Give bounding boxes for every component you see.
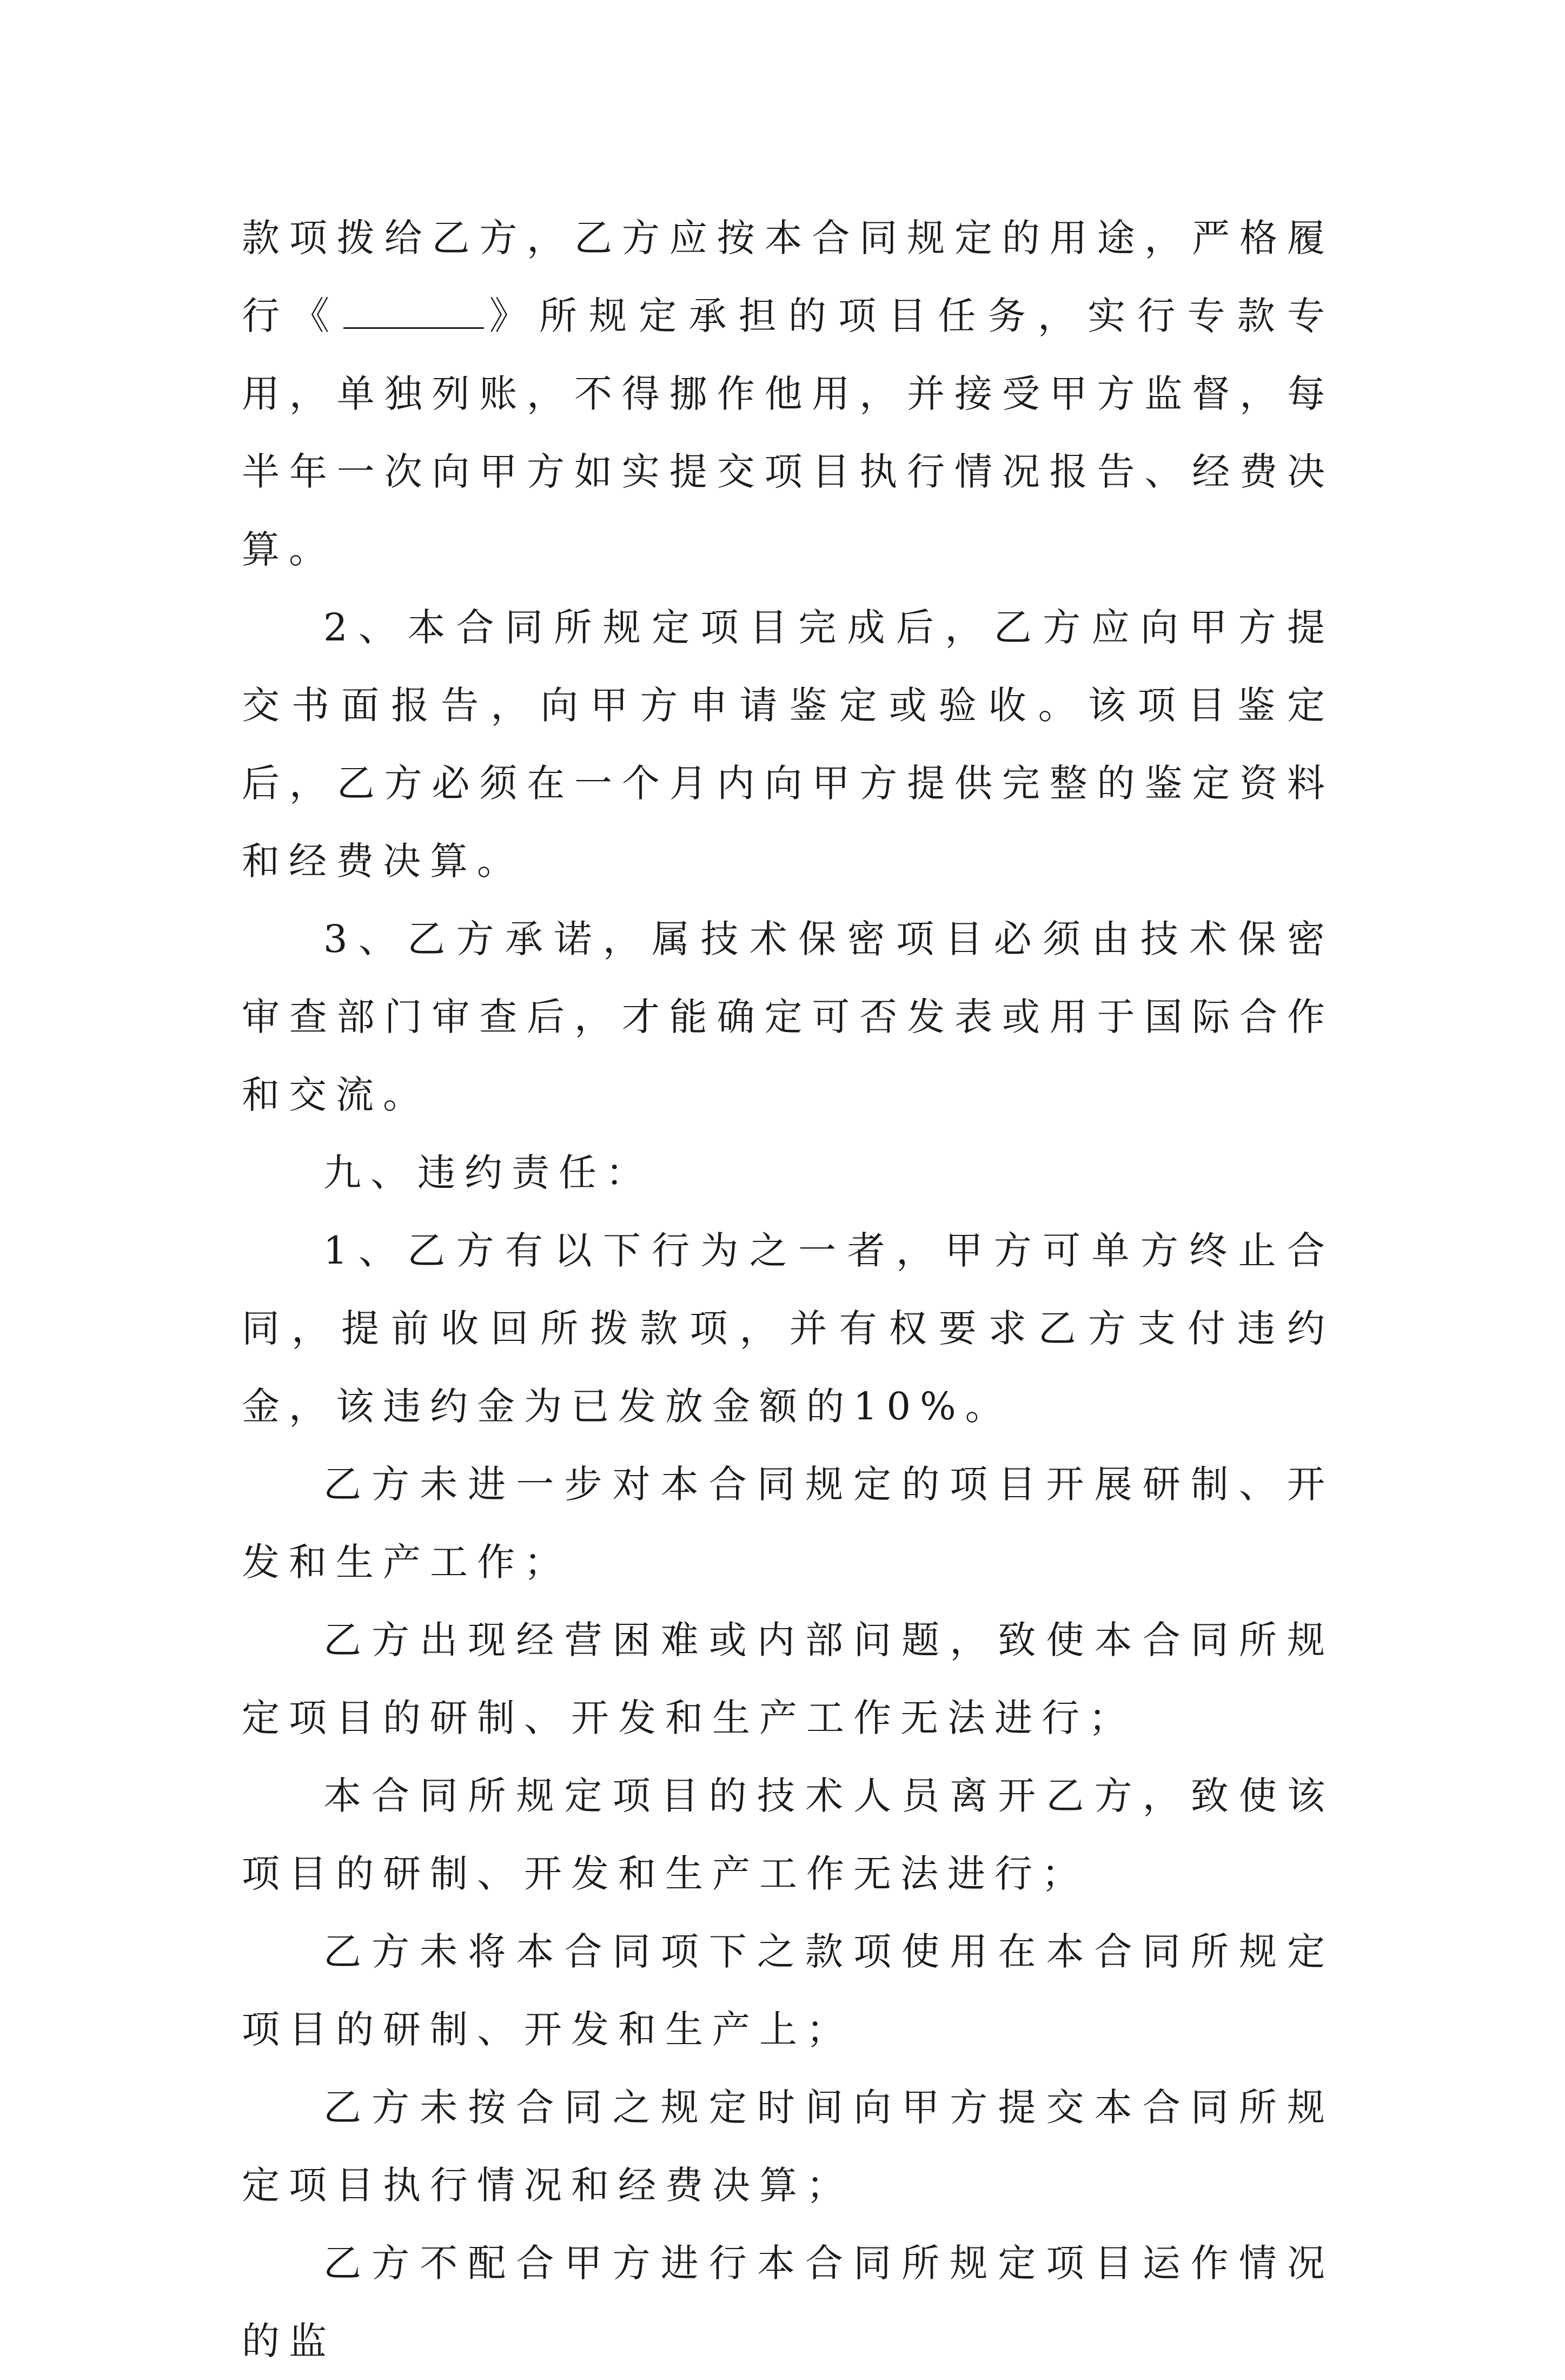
- section-heading-breach-liability: 九、违约责任：: [323, 1151, 653, 1195]
- paragraph-fund-usage: [242, 199, 1334, 589]
- paragraph-breach-item-a: 乙方未进一步对本合同规定的项目开展研制、开发和生产工作；: [242, 1462, 1334, 1584]
- paragraph-breach-item-f: 乙方不配合甲方进行本合同所规定项目运作情况的监: [242, 2241, 1334, 2363]
- paragraph-clause-2: 2、本合同所规定项目完成后，乙方应向甲方提交书面报告，向甲方申请鉴定或验收。该项目鉴定后，乙方必须在一个月内向甲方提供完整的鉴定资料和经费决算。: [242, 605, 1334, 883]
- blank-underline-field: [343, 285, 484, 329]
- paragraph-breach-item-e: 乙方未按合同之规定时间向甲方提交本合同所规定项目执行情况和经费决算；: [242, 2085, 1334, 2207]
- paragraph-breach-item-c: 本合同所规定项目的技术人员离开乙方，致使该项目的研制、开发和生产工作无法进行；: [242, 1774, 1334, 1896]
- paragraph-fund-usage-part2: 》所规定承担的项目任务，实行专款专用，单独列账，不得挪作他用，并接受甲方监督，每半年一次向甲方如实提交项目执行情况报告、经费决算。: [242, 294, 1334, 572]
- paragraph-clause-3: 3、乙方承诺，属技术保密项目必须由技术保密审查部门审查后，才能确定可否发表或用于国际合作和交流。: [242, 917, 1334, 1117]
- document-body: [242, 199, 1334, 2380]
- paragraph-breach-item-d: 乙方未将本合同项下之款项使用在本合同所规定项目的研制、开发和生产上；: [242, 1929, 1334, 2052]
- paragraph-fund-usage-part1: 款项拨给乙方，乙方应按本合同规定的用途，严格履行《: [242, 216, 1334, 338]
- paragraph-breach-clause-1: 1、乙方有以下行为之一者，甲方可单方终止合同，提前收回所拨款项，并有权要求乙方支付违约金，该违约金为已发放金额的10%。: [242, 1228, 1334, 1429]
- paragraph-breach-item-b: 乙方出现经营困难或内部问题，致使本合同所规定项目的研制、开发和生产工作无法进行；: [242, 1618, 1334, 1740]
